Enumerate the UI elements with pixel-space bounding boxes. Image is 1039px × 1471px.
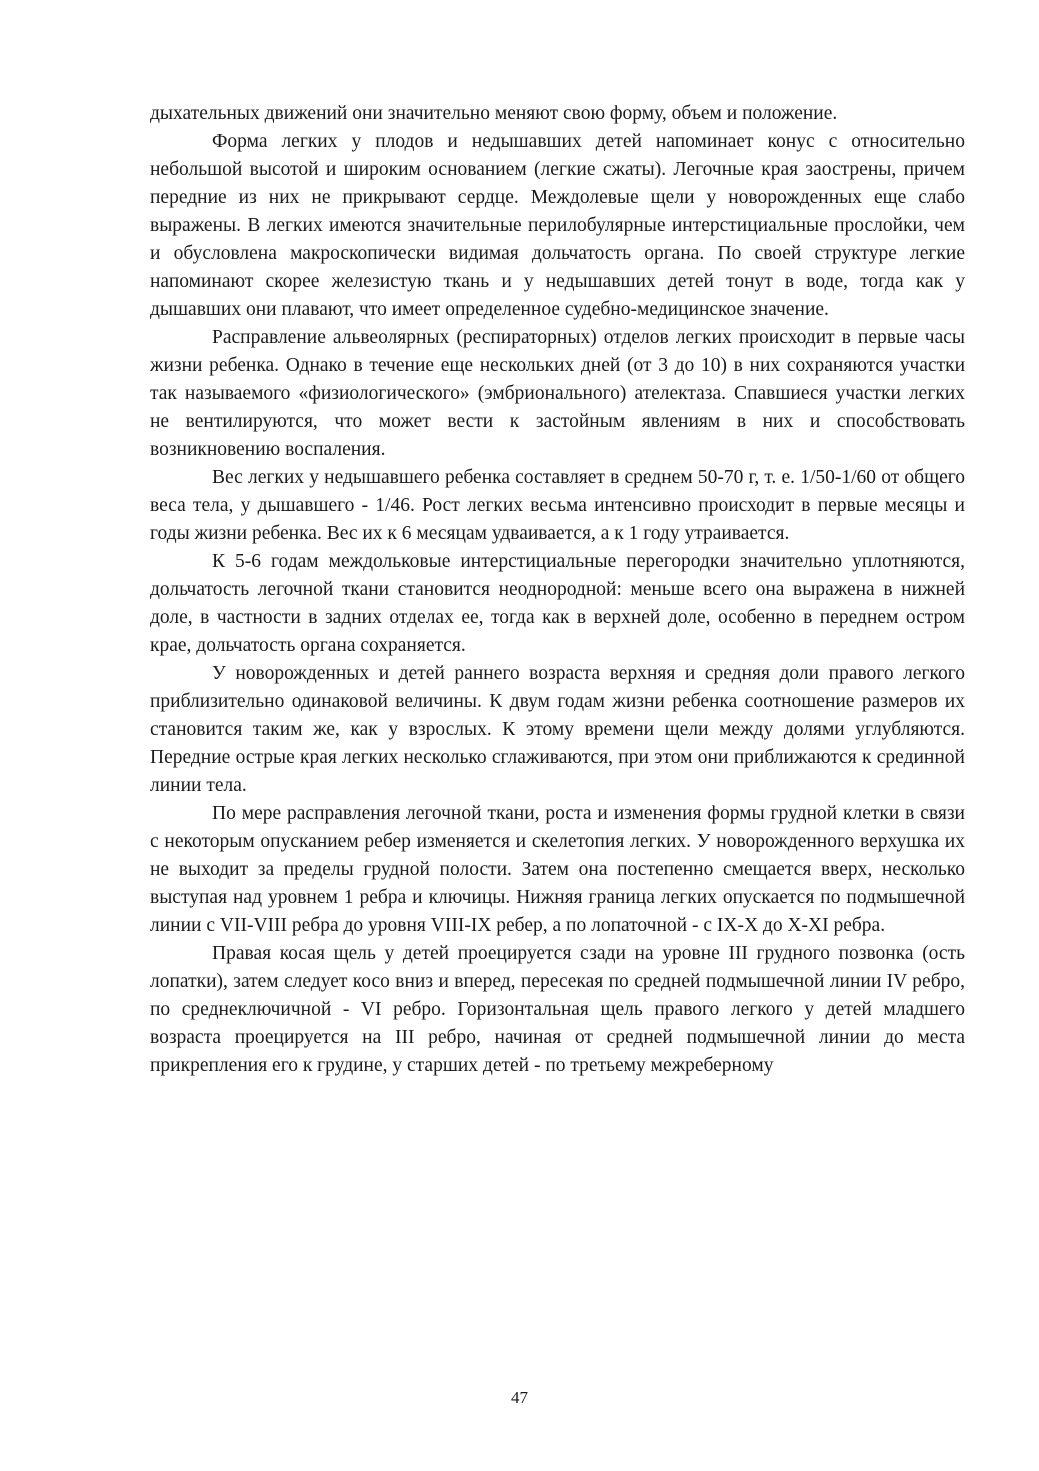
paragraph-lung-weight: Вес легких у недышавшего ребенка составляет в среднем 50-70 г, т. е. 1/50-1/60 от общего веса тела, у дышавшего - 1/46. Рост легких весьма интенсивно происходит в первые месяцы и годы жизни ребенка. Вес их к 6 месяцам удваивается, а к 1 году утраивается. bbox=[150, 467, 965, 544]
page-body bbox=[150, 100, 965, 1080]
paragraph-skeletotopy: По мере расправления легочной ткани, роста и изменения формы грудной клетки в связи с некоторым опусканием ребер изменяется и скелетопия легких. У новорожденного верхушка их не выходит за пределы грудной полости. Затем она постепенно смещается вверх, несколько выступая над уровнем 1 ребра и ключицы. Нижняя граница легких опускается по подмышечной линии с VII-VIII ребра до уровня VIII-IX ребер, а по лопаточной - с IX-X до X-XI ребра. bbox=[150, 803, 965, 936]
paragraph-lobe-size: У новорожденных и детей раннего возраста верхняя и средняя доли правого легкого приблизительно одинаковой величины. К двум годам жизни ребенка соотношение размеров их становится таким же, как у взрослых. К этому времени щели между долями углубляются. Передние острые края легких несколько сглаживаются, при этом они приближаются к срединной линии тела. bbox=[150, 663, 965, 796]
paragraph-oblique-fissure: Правая косая щель у детей проецируется сзади на уровне III грудного позвонка (ость лопатки), затем следует косо вниз и вперед, пересекая по средней подмышечной линии IV ребро, по среднеключичной - VI ребро. Горизонтальная щель правого легкого у детей младшего возраста проецируется на III ребро, начиная от средней подмышечной линии до места прикрепления его к грудине, у старших детей - по третьему межреберному bbox=[150, 943, 965, 1076]
paragraph-continuation: дыхательных движений они значительно меняют свою форму, объем и положение. bbox=[150, 103, 838, 124]
page-number: 47 bbox=[511, 1388, 528, 1407]
paragraph-alveolar-expansion: Расправление альвеолярных (респираторных) отделов легких происходит в первые часы жизни ребенка. Однако в течение еще нескольких дней (от 3 до 10) в них сохраняются участки так называемого «физиологического» (эмбрионального) ателектаза. Спавшиеся участки легких не вентилируются, что может вести к застойным явлениям в них и способствовать возникновению воспаления. bbox=[150, 327, 965, 460]
paragraph-interlobular-septa: К 5-6 годам междольковые интерстициальные перегородки значительно уплотняются, дольчатость легочной ткани становится неоднородной: меньше всего она выражена в нижней доле, в частности в задних отделах ее, тогда как в верхней доле, особенно в переднем остром крае, дольчатость органа сохраняется. bbox=[150, 551, 965, 656]
paragraph-lung-shape: Форма легких у плодов и недышавших детей напоминает конус с относительно небольшой высотой и широким основанием (легкие сжаты). Легочные края заострены, причем передние из них не прикрывают сердце. Междолевые щели у новорожденных еще слабо выражены. В легких имеются значительные перилобулярные интерстициальные прослойки, чем и обусловлена макроскопически видимая дольчатость органа. По своей структуре легкие напоминают скорее железистую ткань и у недышавших детей тонут в воде, тогда как у дышавших они плавают, что имеет определенное судебно-медицинское значение. bbox=[150, 131, 965, 320]
